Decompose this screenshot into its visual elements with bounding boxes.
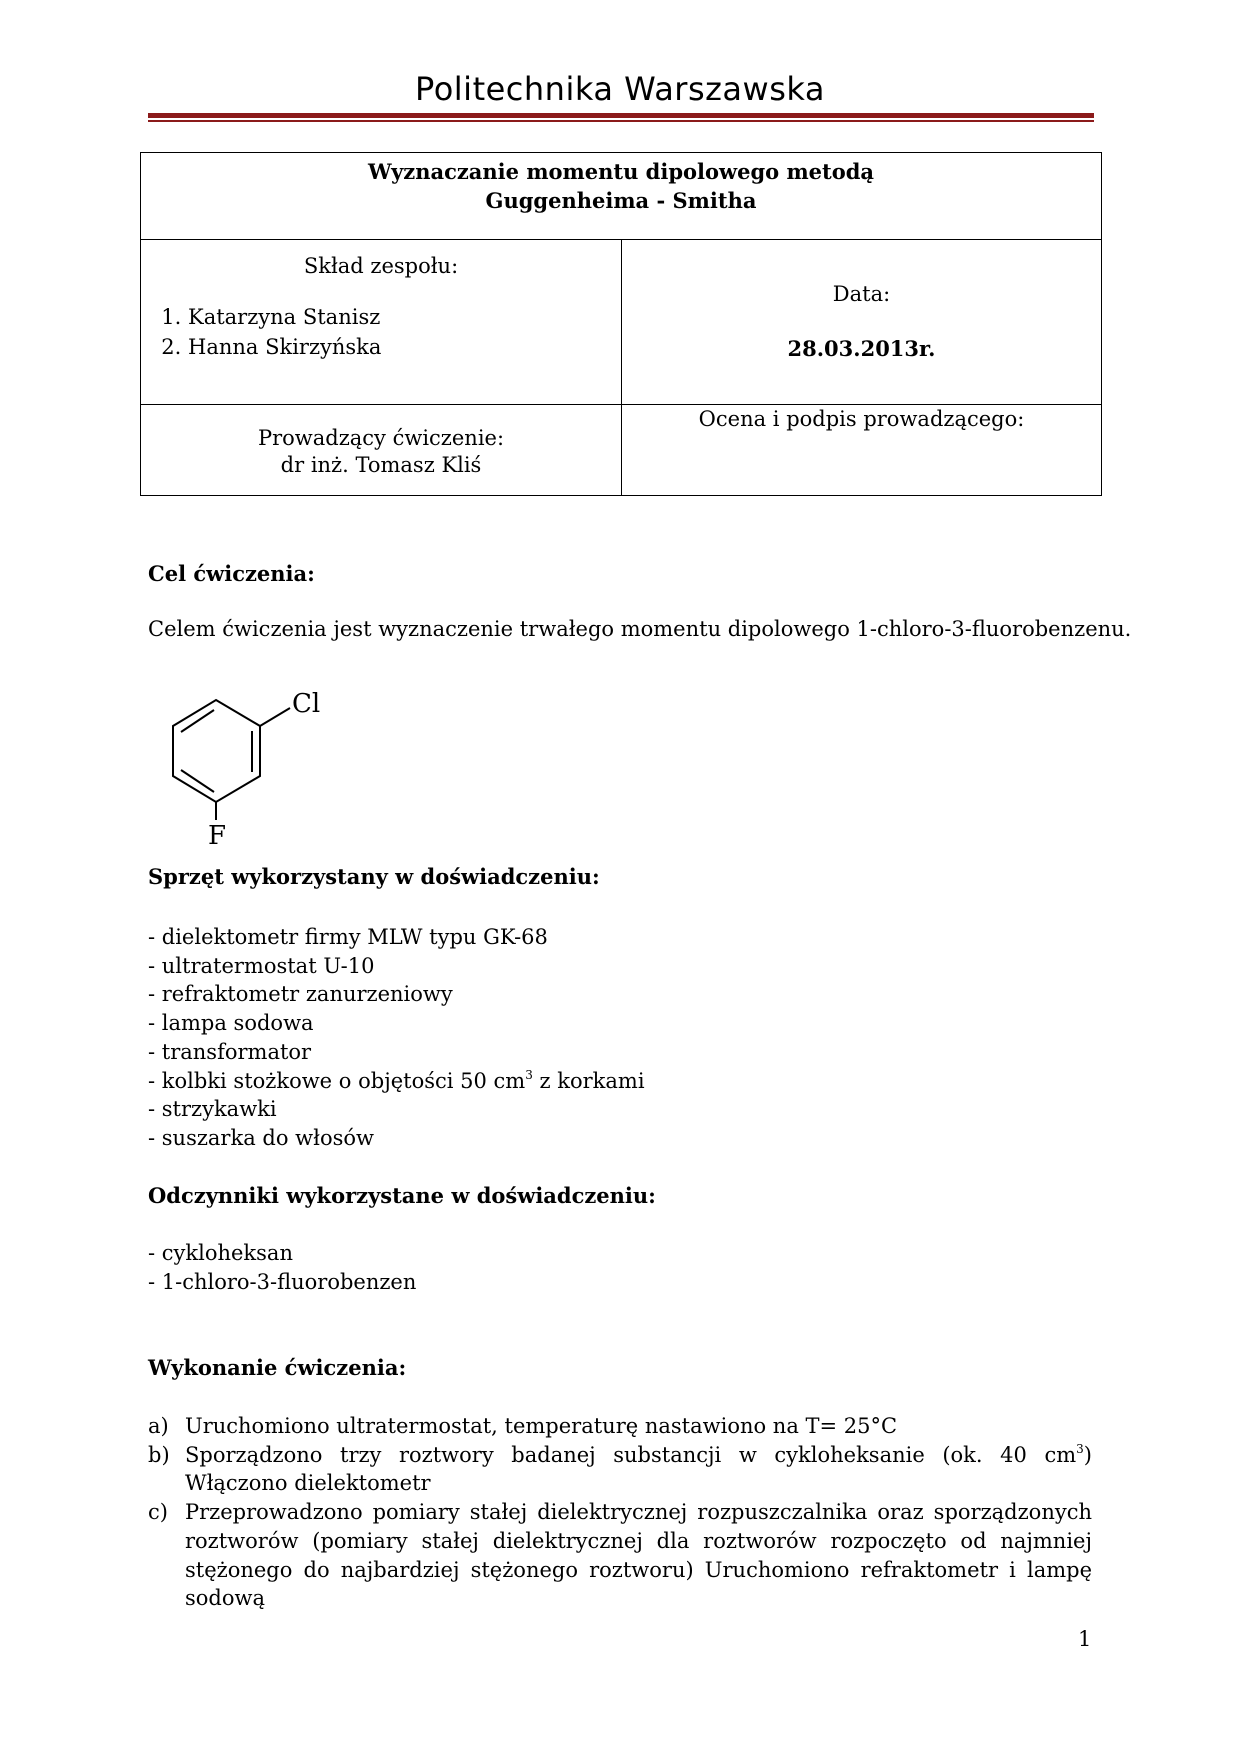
info-table (140, 152, 1102, 496)
equipment-heading: Sprzęt wykorzystany w doświadczeniu: (148, 864, 600, 889)
step-marker: c) (148, 1500, 168, 1525)
exercise-title-cell (141, 153, 1102, 240)
step-marker: a) (148, 1414, 169, 1438)
header-rule (148, 113, 1094, 118)
procedure-step (148, 1412, 1092, 1441)
date-cell (622, 240, 1102, 405)
list-item: - dielektometr firmy MLW typu GK-68 (148, 925, 548, 949)
flask-text: - kolbki stożkowe o objętości 50 cm (148, 1068, 526, 1093)
grade-label: Ocena i podpis prowadzącego: (698, 407, 1025, 431)
header-rule-thin (148, 120, 1094, 122)
team-list (141, 302, 621, 362)
date-value: 28.03.2013r. (787, 336, 936, 361)
step-text: Przeprowadzono pomiary stałej dielektrycznej rozpuszczalnika oraz sporządzonych roztworów (pomiary stałej dielektrycznej dla roztworów rozpoczęto od najmniej stężonego do najbardziej stężonego roztworu) Uruchomiono refraktometr i lampę sodową (185, 1500, 1092, 1611)
step-text: Uruchomiono ultratermostat, temperaturę nastawiono na T= 25°C (185, 1414, 898, 1438)
reagents-list (148, 1239, 416, 1296)
list-item: - suszarka do włosów (148, 1125, 374, 1150)
leader-label: Prowadzący ćwiczenie: (257, 426, 505, 450)
molecule-structure (168, 686, 338, 846)
team-cell (141, 240, 622, 405)
list-item: - refraktometr zanurzeniowy (148, 982, 453, 1007)
step-marker: b) (148, 1442, 170, 1467)
team-member: 1. Katarzyna Stanisz (188, 302, 621, 332)
superscript: 3 (525, 1067, 533, 1082)
list-item: - transformator (148, 1039, 312, 1064)
leader-name: dr inż. Tomasz Kliś (280, 453, 482, 477)
date-label: Data: (832, 282, 891, 306)
list-item: - strzykawki (148, 1097, 277, 1122)
list-item: - 1-chloro-3-fluorobenzen (148, 1269, 417, 1294)
exercise-title-line1: Wyznaczanie momentu dipolowego metodą (367, 159, 875, 184)
list-item: - ultratermostat U-10 (148, 953, 375, 978)
procedure-step (148, 1441, 1092, 1498)
team-label: Skład zespołu: (303, 254, 459, 278)
step-text (185, 1441, 1092, 1498)
team-member: 2. Hanna Skirzyńska (188, 332, 621, 362)
reagents-heading: Odczynniki wykorzystane w doświadczeniu: (148, 1183, 656, 1208)
list-item (148, 1067, 645, 1096)
grade-cell (622, 405, 1102, 496)
exercise-title-line2: Guggenheima - Smitha (485, 188, 757, 213)
step-text-part: ) Włączono dielektometr (185, 1442, 1092, 1496)
goal-text: Celem ćwiczenia jest wyznaczenie trwałego momentu dipolowego 1-chloro-3-fluorobenzenu. (148, 617, 1132, 641)
flask-suffix: z korkami (532, 1068, 645, 1093)
page-number: 1 (1078, 1627, 1092, 1651)
equipment-list (148, 923, 645, 1153)
goal-heading: Cel ćwiczenia: (148, 561, 315, 586)
procedure-step (148, 1498, 1092, 1613)
list-item: - cykloheksan (148, 1241, 293, 1265)
list-item: - lampa sodowa (148, 1011, 314, 1036)
fluorine-label: F (208, 821, 227, 846)
procedure-heading: Wykonanie ćwiczenia: (148, 1355, 407, 1380)
leader-cell (141, 405, 622, 496)
superscript: 3 (1076, 1441, 1084, 1456)
university-title: Politechnika Warszawska (415, 70, 825, 108)
step-text-part: Sporządzono trzy roztwory badanej substancji w cykloheksanie (ok. 40 cm (185, 1442, 1077, 1467)
procedure-steps (148, 1412, 1092, 1613)
chlorine-label: Cl (292, 689, 321, 719)
